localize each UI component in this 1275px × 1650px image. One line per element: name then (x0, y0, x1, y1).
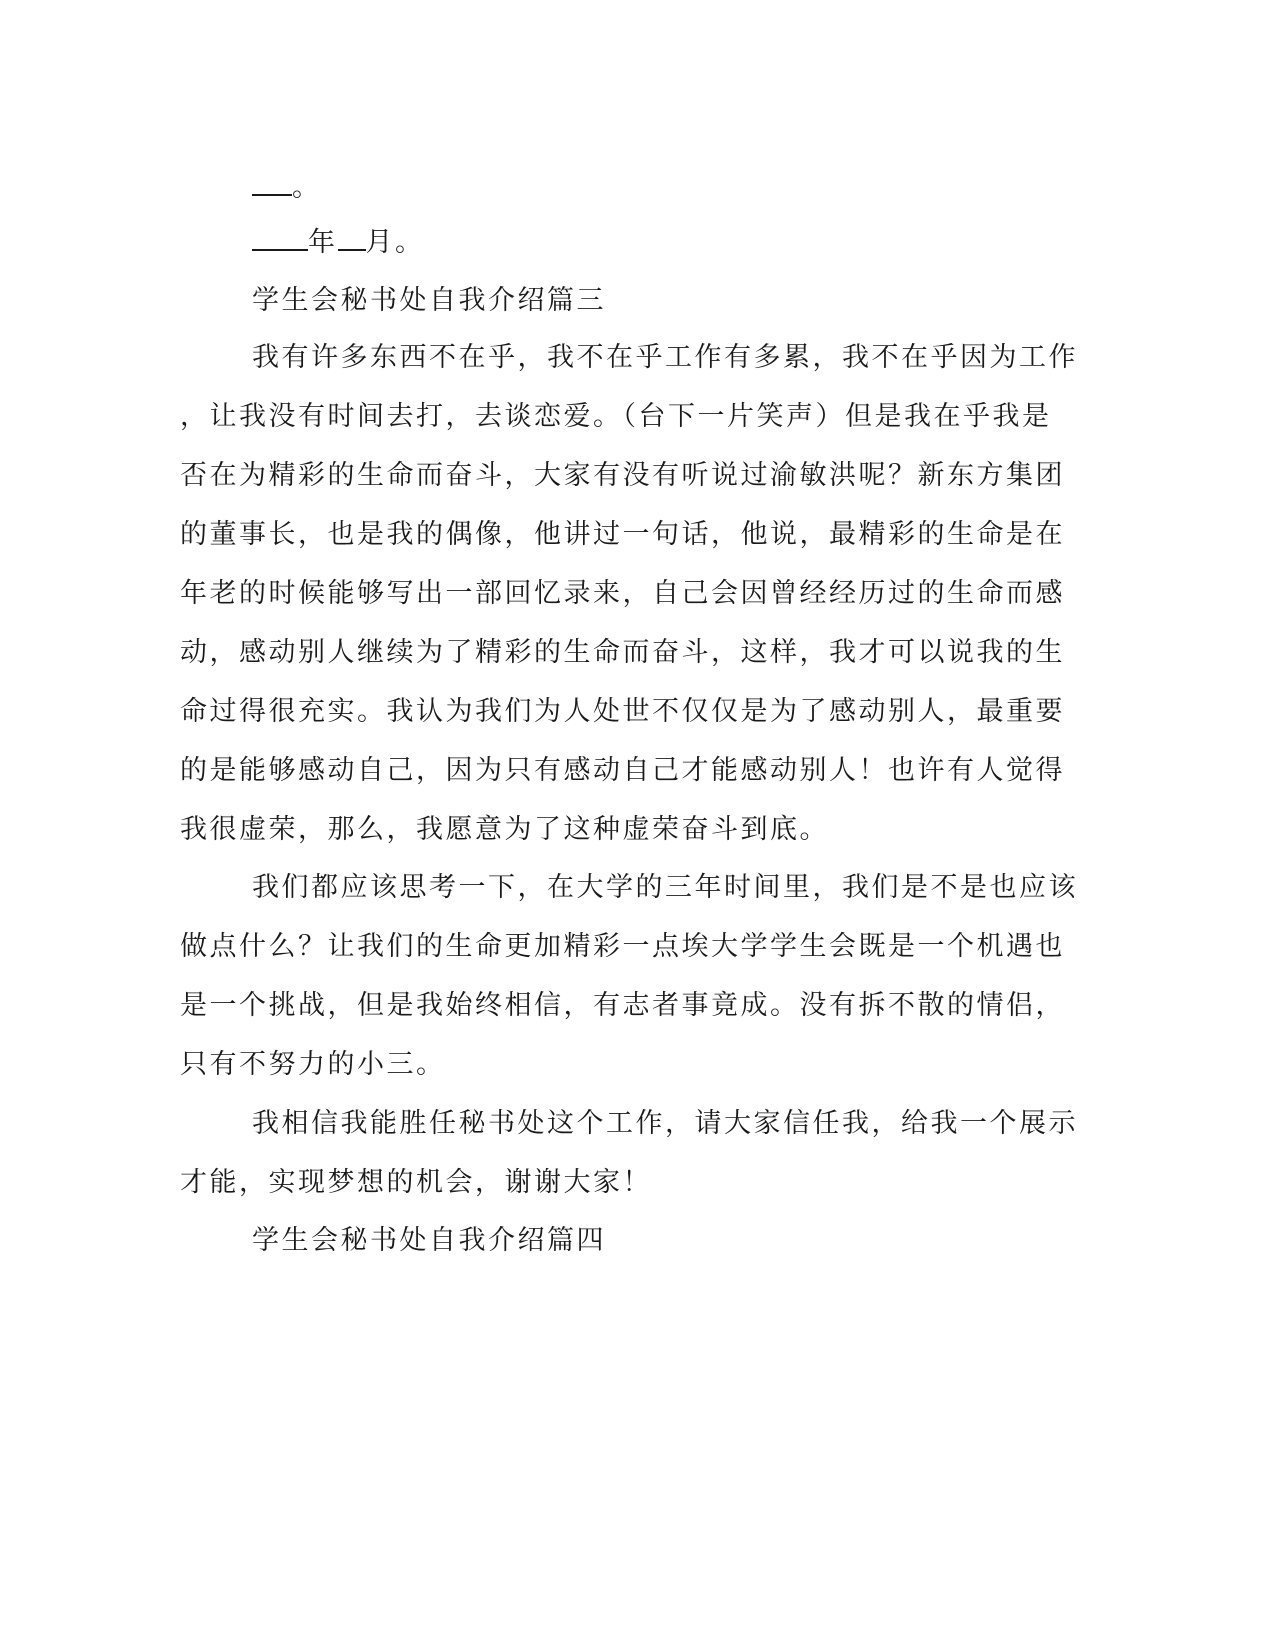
paragraph-line: 我很虚荣，那么，我愿意为了这种虚荣奋斗到底。 (180, 814, 829, 845)
paragraph-line: 才能，实现梦想的机会，谢谢大家！ (180, 1167, 652, 1198)
blank-underline (252, 172, 292, 196)
paragraph-line: 是一个挑战，但是我始终相信，有志者事竟成。没有拆不散的情侣， (180, 990, 1065, 1021)
paragraph-line: ，让我没有时间去打，去谈恋爱。（台下一片笑声）但是我在乎我是 (180, 401, 1052, 432)
paragraph-line: 的是能够感动自己，因为只有感动自己才能感动别人！也许有人觉得 (180, 755, 1065, 786)
paragraph-line: 命过得很充实。我认为我们为人处世不仅仅是为了感动别人，最重要 (180, 696, 1065, 727)
paragraph-line: 的董事长，也是我的偶像，他讲过一句话，他说，最精彩的生命是在 (180, 519, 1065, 550)
paragraph-line: 否在为精彩的生命而奋斗，大家有没有听说过渝敏洪呢？新东方集团 (180, 460, 1065, 491)
section-heading-3: 学生会秘书处自我介绍篇三 (252, 285, 606, 316)
year-blank (252, 227, 308, 251)
paragraph-line: 我相信我能胜任秘书处这个工作，请大家信任我，给我一个展示 (252, 1108, 1078, 1139)
month-blank (338, 227, 366, 251)
paragraph-line: 我们都应该思考一下，在大学的三年时间里，我们是不是也应该 (252, 872, 1078, 903)
date-line: 年 月。 (252, 225, 425, 261)
signature-blank-line: 。 (252, 170, 322, 206)
paragraph-line: 只有不努力的小三。 (180, 1049, 446, 1080)
section-heading-4: 学生会秘书处自我介绍篇四 (252, 1225, 606, 1256)
paragraph-line: 我有许多东西不在乎，我不在乎工作有多累，我不在乎因为工作 (252, 342, 1078, 373)
paragraph-line: 做点什么？让我们的生命更加精彩一点埃大学学生会既是一个机遇也 (180, 931, 1065, 962)
paragraph-line: 动，感动别人继续为了精彩的生命而奋斗，这样，我才可以说我的生 (180, 637, 1065, 668)
paragraph-line: 年老的时候能够写出一部回忆录来，自己会因曾经经历过的生命而感 (180, 578, 1065, 609)
